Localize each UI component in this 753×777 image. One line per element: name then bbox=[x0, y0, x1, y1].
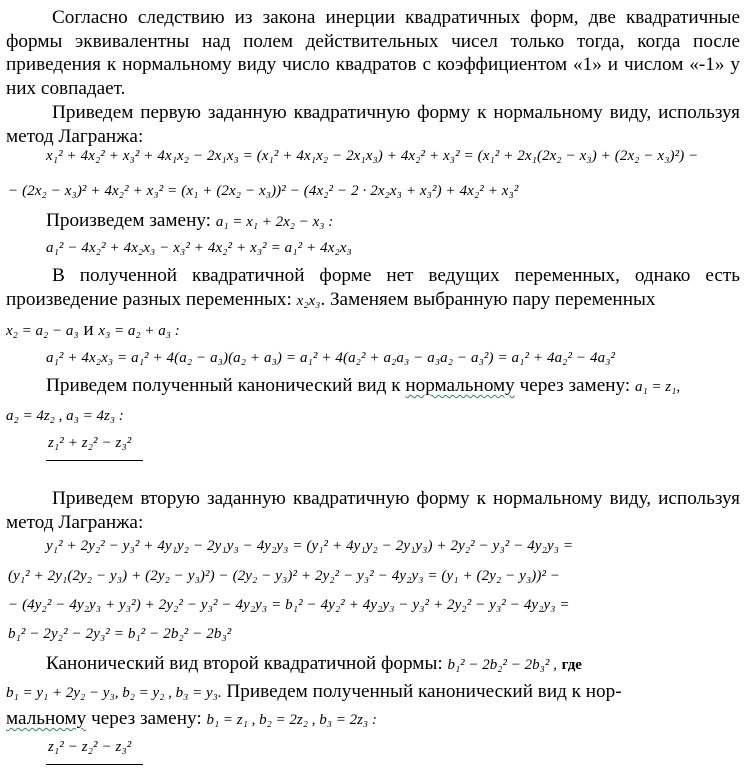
text-via-substitution: через замену: bbox=[519, 375, 631, 396]
equation-second-form-line3: − (4y₂² − 4y₂y₃ + y₃²) + 2y₂² − y₃² − 4y₂y₃ = b₁² − 4y₂² + 4y₂y₃ − y₃² + 2y₂² − y₃² − 4y₂y₃ = bbox=[8, 597, 570, 613]
text-reduce-canonical-2: Приведем полученный канонический вид к нор- bbox=[221, 681, 622, 702]
equation-second-form-line1: y₁² + 2y₂² − y₃² + 4y₁y₂ − 2y₁y₃ − 4y₂y₃ = (y₁² + 4y₁y₂ − 2y₁y₃) + 2y₂² − y₃² − 4y₂y₃ = bbox=[46, 538, 574, 554]
text-no-leading-vars: В полученной квадратичной форме нет ведущих переменных, однако есть произведение разных переменных: bbox=[6, 265, 740, 310]
substitution-x3: x₃ = a₂ + a₃ : bbox=[98, 323, 180, 339]
product-x2x3: x₂x₃ bbox=[296, 292, 321, 309]
text-reduce-canonical: Приведем полученный канонический вид к bbox=[46, 375, 401, 396]
equation-pair-expansion: a₁² + 4x₂x₃ = a₁² + 4(a₂ − a₃)(a₂ + a₃) = a₁² + 4(a₂² + a₂a₃ − a₃a₂ − a₃²) = a₁² + 4a₂² − 4a₃² bbox=[46, 350, 616, 366]
equation-second-form-line2: (y₁² + 2y₁(2y₂ − y₃) + (2y₂ − y₃)²) − (2y₂ − y₃)² + 2y₂² − y₃² − 4y₂y₃ = (y₁ + (2y₂ − y₃))² − bbox=[8, 568, 561, 584]
equation-first-form-line1: x₁² + 4x₂² + x₃² + 4x₁x₂ − 2x₁x₃ = (x₁² + 4x₁x₂ − 2x₁x₃) + 4x₂² + x₃² = (x₁² + 2x₁(2x₂ − x₃) + (2x₂ − x₃)²) − bbox=[46, 148, 699, 164]
paragraph-second-canonical bbox=[46, 652, 736, 678]
substitution-label: Произведем замену: bbox=[46, 210, 212, 231]
result-underline-2 bbox=[46, 764, 143, 765]
text-normal-underlined: нормальному bbox=[405, 375, 515, 396]
substitution-a1: a₁ = x₁ + 2x₂ − x₃ : bbox=[215, 214, 334, 230]
text-where: где bbox=[561, 657, 582, 673]
result-first-normal-form: z₁² + z₂² − z₃² bbox=[48, 435, 132, 451]
paragraph-normal-form-2 bbox=[6, 707, 740, 733]
substitution-a2-a3: a₂ = 4z₂ , a₃ = 4z₃ : bbox=[6, 408, 124, 424]
equation-after-substitution: a₁² − 4x₂² + 4x₂x₃ − x₃² + 4x₂² + x₃² = a₁² + 4x₂x₃ bbox=[46, 240, 352, 256]
substitution-x2: x₂ = a₂ − a₃ bbox=[6, 323, 79, 339]
substitution-b-z: b₁ = z₁ , b₂ = 2z₂ , b₃ = 2z₃ : bbox=[206, 712, 377, 728]
paragraph-substitution-1 bbox=[46, 209, 736, 235]
paragraph-substitution-a2a3 bbox=[6, 403, 740, 429]
substitution-a1-z1: a₁ = z₁, bbox=[634, 379, 681, 395]
paragraph-no-leading-vars bbox=[6, 264, 740, 313]
paragraph-b-definitions bbox=[6, 680, 740, 706]
canonical-second-expr: b₁² − 2b₂² − 2b₃² , bbox=[447, 657, 557, 673]
paragraph-second-form-intro: Приведем вторую заданную квадратичную форму к нормальному виду, используя метод Лагранжа: bbox=[6, 488, 740, 533]
equation-second-form-line4: b₁² − 2y₂² − 2y₃² = b₁² − 2b₂² − 2b₃² bbox=[8, 626, 232, 642]
text-and: и bbox=[78, 319, 99, 340]
paragraph-inertia-law: Согласно следствию из закона инерции квадратичных форм, две квадратичные формы эквивалентны над полем действительных чисел только тогда, когда после приведения к нормальному виду число квадратов с коэффициентом «1» и числом «-1» у них совпадает. bbox=[6, 7, 740, 99]
result-second-normal-form: z₁² − z₂² − z₃² bbox=[48, 739, 132, 755]
text-normal-underlined-2: мальному bbox=[6, 708, 87, 729]
result-underline-1 bbox=[46, 460, 143, 461]
text-canonical-second: Канонический вид второй квадратичной формы: bbox=[46, 653, 443, 674]
text-via-substitution-2: через замену: bbox=[86, 708, 207, 729]
equation-first-form-line2: − (2x₂ − x₃)² + 4x₂² + x₃² = (x₁ + (2x₂ − x₃))² − (4x₂² − 2 · 2x₂x₃ + x₃²) + 4x₂² + x₃² bbox=[8, 183, 519, 199]
paragraph-pair-substitution bbox=[6, 318, 740, 344]
text-replace-pair: . Заменяем выбранную пару переменных bbox=[320, 288, 656, 310]
paragraph-normal-form-1 bbox=[46, 374, 736, 400]
b-definitions: b₁ = y₁ + 2y₂ − y₃, b₂ = y₂ , b₃ = y₃. bbox=[6, 685, 222, 701]
paragraph-first-form-intro: Приведем первую заданную квадратичную форму к нормальному виду, используя метод Лагранжа: bbox=[6, 102, 740, 147]
